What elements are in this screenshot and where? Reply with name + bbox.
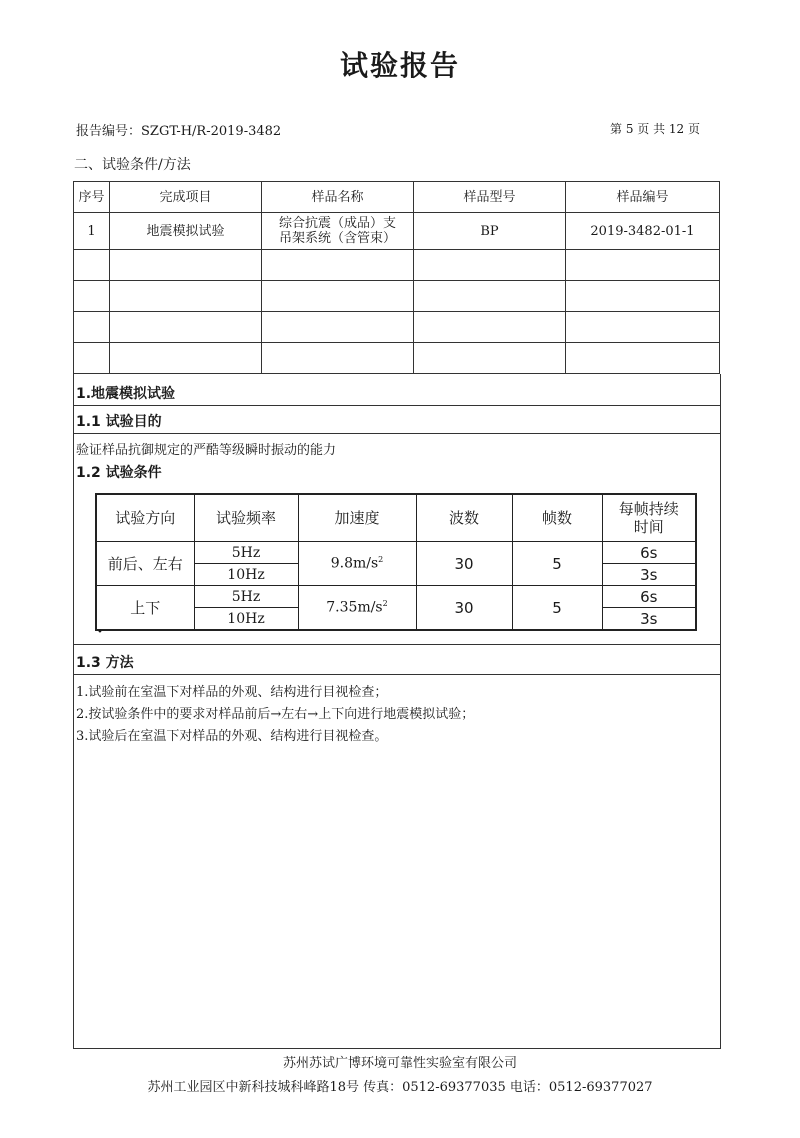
method-item: 1.试验前在室温下对样品的外观、结构进行目视检查； [76,685,388,700]
cond-freq: 5Hz [194,586,298,608]
table-row-empty [74,250,720,281]
header-no: 序号 [74,182,110,213]
divider [73,644,720,645]
cond-accel-value: 7.35m/s [326,599,383,616]
cond-accel-exp: 2 [378,555,384,565]
cond-frames: 5 [512,586,602,631]
divider [73,433,720,434]
divider [73,674,720,675]
cell-item: 地震模拟试验 [110,213,262,250]
table-row-empty [74,281,720,312]
cell-name-line1: 综合抗震（成品）支 [278,216,396,231]
header-model: 样品型号 [414,182,566,213]
cond-accel-exp: 2 [382,599,388,609]
cond-freq: 10Hz [194,564,298,586]
header-sample-no: 样品编号 [566,182,720,213]
cell-name-line2: 吊架系统（含管束） [278,231,396,246]
cond-waves: 30 [416,542,512,586]
cond-header-waves: 波数 [416,494,512,542]
footer-address: 苏州工业园区中新科技城科峰路18号 传真：0512-69377035 电话：0512-69377027 [147,1080,653,1095]
cond-direction: 上下 [96,586,194,631]
method-item: 3.试验后在室温下对样品的外观、结构进行目视检查。 [76,729,388,744]
table-header-row [74,182,720,213]
table-row [74,213,720,250]
cond-header-frequency: 试验频率 [194,494,298,542]
cond-waves: 30 [416,586,512,631]
cond-header-row [96,494,696,542]
cond-accel [298,586,416,631]
cond-freq: 5Hz [194,542,298,564]
cond-direction: 前后、左右 [96,542,194,586]
cond-header-acceleration: 加速度 [298,494,416,542]
cond-freq: 10Hz [194,608,298,631]
cell-sample-no: 2019-3482-01-1 [566,213,720,250]
bullet-dot: • [97,627,103,638]
cond-accel-value: 9.8m/s [330,555,379,572]
cell-name [262,213,414,250]
cond-frames: 5 [512,542,602,586]
header-item: 完成项目 [110,182,262,213]
cond-row [96,586,696,608]
sample-info-table [73,181,720,374]
cond-header-duration-line2: 时间 [633,518,664,536]
cond-duration: 3s [602,608,696,631]
divider [73,405,720,406]
report-number: 报告编号：SZGT-H/R-2019-3482 [76,124,282,139]
cond-row [96,542,696,564]
page-info: 第 5 页 共 12 页 [610,122,700,136]
section-title: 二、试验条件/方法 [74,157,191,173]
cond-duration: 6s [602,542,696,564]
cell-no: 1 [74,213,110,250]
method-item: 2.按试验条件中的要求对样品前后→左右→上下向进行地震模拟试验； [76,707,475,722]
footer-company: 苏州苏试广博环境可靠性实验室有限公司 [282,1056,517,1071]
section-1-2-title: 1.2 试验条件 [76,465,162,481]
cond-header-duration-line1: 每帧持续 [618,500,679,518]
cond-header-frames: 帧数 [512,494,602,542]
section-1-1-title: 1.1 试验目的 [76,414,162,430]
cond-duration: 6s [602,586,696,608]
table-row-empty [74,312,720,343]
cell-model: BP [414,213,566,250]
cond-duration: 3s [602,564,696,586]
table-row-empty [74,343,720,374]
purpose-text: 验证样品抗御规定的严酷等级瞬时振动的能力 [76,443,337,458]
cond-accel [298,542,416,586]
cond-header-duration [602,494,696,542]
section-1-3-title: 1.3 方法 [76,655,134,671]
cond-header-direction: 试验方向 [96,494,194,542]
section-1-title: 1.地震模拟试验 [76,386,176,402]
page-title: 试验报告 [339,49,460,82]
test-conditions-table [95,493,697,631]
header-name: 样品名称 [262,182,414,213]
